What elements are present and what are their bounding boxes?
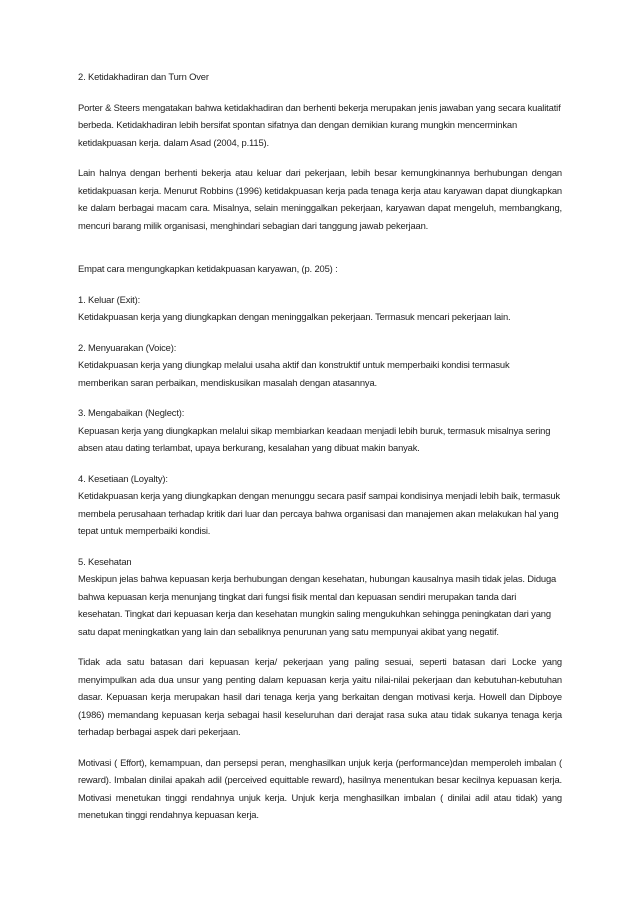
paragraph-robbins: Lain halnya dengan berhenti bekerja atau keluar dari pekerjaan, lebih besar kemungkinannya berhubungan dengan ketidakpuasan kerja. Menurut Robbins (1996) ketidakpuasan kerja pada tenaga kerja atau karyawan dapat diungkapkan ke dalam berbagai macam cara. Misalnya, selain meninggalkan pekerjaan, karyawan dapat mengeluh, membangkang, mencuri barang milik organisasi, menghindari sebagian dari tanggung jawab pekerjaan. <box>78 167 562 231</box>
list-item-loyalty <box>78 470 562 540</box>
list-item-neglect <box>78 404 562 457</box>
list-item-text: Kepuasan kerja yang diungkapkan melalui sikap membiarkan keadaan menjadi lebih buruk, termasuk misalnya sering absen atau dating terlambat, upaya berkurang, kesalahan yang dibuat makin banyak. <box>78 424 551 453</box>
list-intro: Empat cara mengungkapkan ketidakpuasan karyawan, (p. 205) : <box>78 263 338 274</box>
list-item-health <box>78 553 562 641</box>
list-item-title: 4. Kesetiaan (Loyalty): <box>78 472 168 484</box>
paragraph-locke: Tidak ada satu batasan dari kepuasan kerja/ pekerjaan yang paling sesuai, seperti batasan dari Locke yang menyimpulkan ada dua unsur yang penting dalam kepuasan kerja yaitu nilai-nilai pekerjaan dan kebutuhan-kebutuhan dasar. Kepuasan kerja merupakan hasil dari tenaga kerja yang berkaitan dengan motivasi kerja. Howell dan Dipboye (1986) memandang kepuasan kerja sebagai hasil keseluruhan dari derajat rasa suka atau tidak sukanya tenaga kerja terhadap berbagai aspek dari pekerjaan. <box>78 656 562 737</box>
list-item-text: Ketidakpuasan kerja yang diungkapkan dengan menunggu secara pasif sampai kondisinya menjadi lebih baik, termasuk membela perusahaan terhadap kritik dari luar dan percaya bahwa organisasi dan manajemen akan melakukan hal yang tepat untuk memperbaiki kondisi. <box>78 490 560 536</box>
document-page <box>78 68 562 824</box>
paragraph-motivasi: Motivasi ( Effort), kemampuan, dan persepsi peran, menghasilkan unjuk kerja (performance)dan memperoleh imbalan ( reward). Imbalan dinilai apakah adil (perceived equittable reward), hasilnya menentukan besar kecilnya kepuasan kerja. Motivasi menetukan tinggi rendahnya unjuk kerja. Unjuk kerja menghasilkan imbalan ( dinilai adil atau tidak) yang menetukan tinggi rendahnya kepuasan kerja. <box>78 756 562 820</box>
list-item-title: 2. Menyuarakan (Voice): <box>78 341 177 353</box>
list-item-text: Ketidakpuasan kerja yang diungkap melalui usaha aktif dan konstruktif untuk memperbaiki kondisi termasuk memberikan saran perbaikan, mendiskusikan masalah dengan atasannya. <box>78 359 510 388</box>
list-item-text: Ketidakpuasan kerja yang diungkapkan dengan meninggalkan pekerjaan. Termasuk mencari pekerjaan lain. <box>78 311 511 322</box>
list-item-title: 5. Kesehatan <box>78 555 132 567</box>
list-item-title: 3. Mengabaikan (Neglect): <box>78 407 185 418</box>
list-item-exit <box>78 291 562 326</box>
section-heading: 2. Ketidakhadiran dan Turn Over <box>78 71 209 82</box>
list-item-text: Meskipun jelas bahwa kepuasan kerja berhubungan dengan kesehatan, hubungan kausalnya masih tidak jelas. Diduga bahwa kepuasan kerja menunjang tingkat dari fungsi fisik mental dan kepuasan sendiri merupakan tanda dari kesehatan. Tingkat dari kepuasan kerja dan kesehatan mungkin saling mengukuhkan sehingga peningkatan dari yang satu dapat meningkatkan yang lain dan sebaliknya penurunan yang satu mempunyai akibat yang negatif. <box>78 573 557 637</box>
list-item-voice <box>78 339 562 392</box>
paragraph-porter-steers: Porter & Steers mengatakan bahwa ketidakhadiran dan berhenti bekerja merupakan jenis jawaban yang secara kualitatif berbeda. Ketidakhadiran lebih bersifat spontan sifatnya dan dengan demikian kurang mungkin mencerminkan ketidakpuasan kerja. dalam Asad (2004, p.115). <box>78 101 561 148</box>
list-item-title: 1. Keluar (Exit): <box>78 293 141 305</box>
